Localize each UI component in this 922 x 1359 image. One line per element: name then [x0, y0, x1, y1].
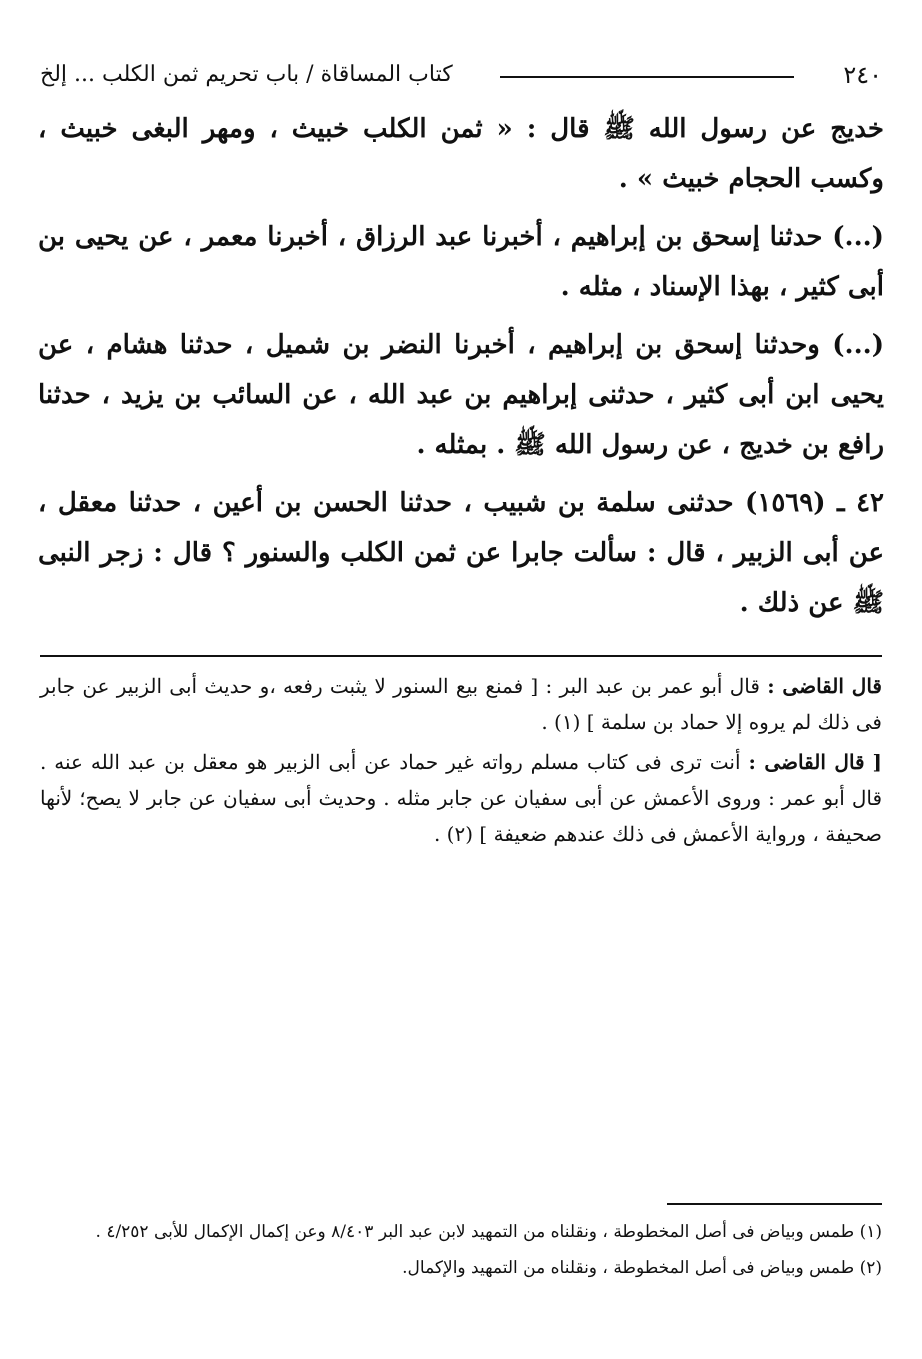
commentary-paragraph: [40, 668, 882, 740]
page-header: [40, 58, 882, 92]
header-rule: [500, 76, 794, 78]
commentary-separator: [40, 655, 882, 657]
commentary-text: أنت ترى فى كتاب مسلم رواته غير حماد عن أبى الزبير هو معقل بن عبد الله عنه . قال أبو عمر : وروى الأعمش عن أبى سفيان عن جابر مثله . وحديث أبى سفيان عن جابر لا يصح؛ لأنها صحيفة ، ورواية الأعمش فى ذلك عندهم ضعيفة ] (٢) .: [40, 750, 882, 846]
page-number: ٢٤٠: [843, 61, 882, 89]
hadith-paragraph: ٤٢ ـ (١٥٦٩) حدثنى سلمة بن شبيب ، حدثنا الحسن بن أعين ، حدثنا معقل ، عن أبى الزبير ، قال : سألت جابرا عن ثمن الكلب والسنور ؟ قال : زجر النبى ﷺ عن ذلك .: [38, 488, 884, 618]
hadith-paragraph: (...) وحدثنا إسحق بن إبراهيم ، أخبرنا النضر بن شميل ، حدثنا هشام ، عن يحيى ابن أبى كثير ، حدثنى إبراهيم بن عبد الله ، عن السائب بن يزيد ، حدثنا رافع بن خديج ، عن رسول الله ﷺ . بمثله .: [38, 330, 884, 460]
footnote-separator: [667, 1203, 882, 1205]
hadith-paragraph: (...) حدثنا إسحق بن إبراهيم ، أخبرنا عبد الرزاق ، أخبرنا معمر ، عن يحيى بن أبى كثير ، بهذا الإسناد ، مثله .: [38, 222, 884, 302]
commentary-lead: قال القاضى :: [748, 750, 865, 774]
hadith-text: [38, 104, 884, 636]
commentary-paragraph: [40, 744, 882, 852]
commentary: [40, 668, 882, 856]
footnote: (١) طمس وبياض فى أصل المخطوطة ، ونقلناه من التمهيد لابن عبد البر ٨/٤٠٣ وعن إكمال الإكمال للأبى ٤/٢٥٢ .: [95, 1222, 882, 1242]
footnote: (٢) طمس وبياض فى أصل المخطوطة ، ونقلناه من التمهيد والإكمال.: [402, 1258, 882, 1278]
running-title: كتاب المساقاة / باب تحريم ثمن الكلب ... إلخ: [40, 62, 453, 87]
commentary-lead: قال القاضى :: [767, 674, 882, 698]
footnotes: [40, 1216, 882, 1288]
commentary-bracket: [: [872, 750, 882, 774]
hadith-paragraph: خديج عن رسول الله ﷺ قال : « ثمن الكلب خبيث ، ومهر البغى خبيث ، وكسب الحجام خبيث » .: [38, 114, 884, 194]
commentary-text: قال أبو عمر بن عبد البر : [ فمنع بيع السنور لا يثبت رفعه ،و حديث أبى الزبير عن جابر فى ذلك لم يروه إلا حماد بن سلمة ] (١) .: [40, 674, 882, 734]
